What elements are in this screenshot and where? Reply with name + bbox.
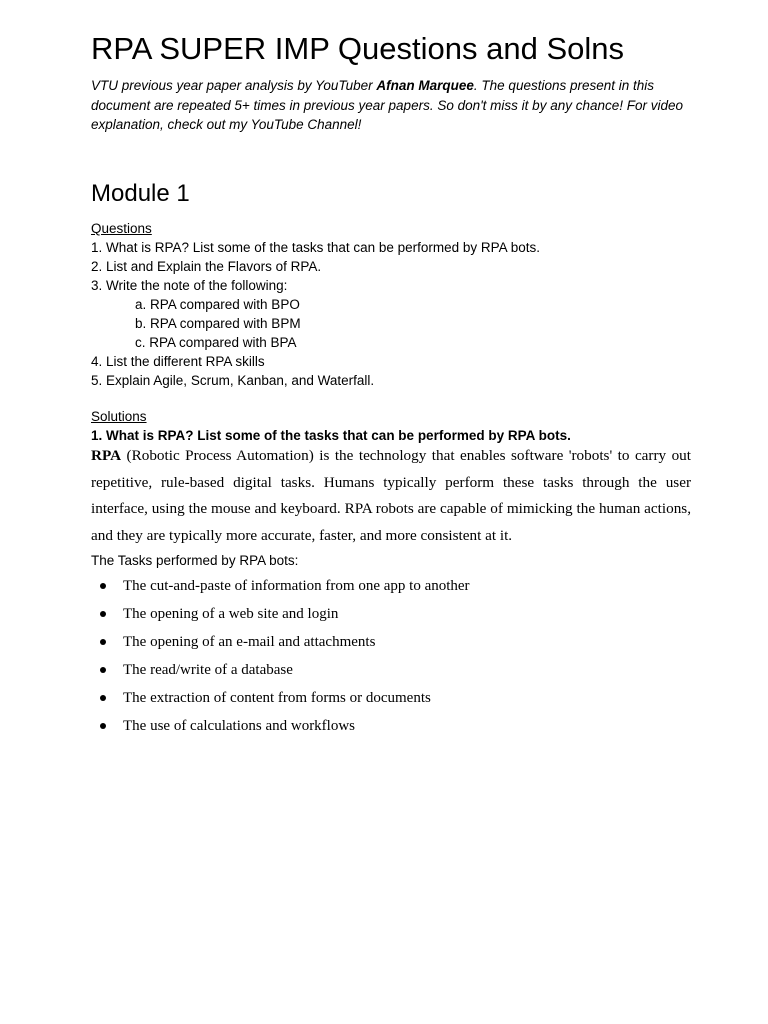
task-text: The read/write of a database	[123, 662, 293, 678]
question-1: 1. What is RPA? List some of the tasks that can be performed by RPA bots.	[91, 240, 540, 255]
answer-text: (Robotic Process Automation) is the technology that enables software 'robots' to carry out repetitive, rule-based digital tasks. Humans typically perform these tasks through the user interface, using the mouse and keyboard. RPA robots are capable of mimicking the human actions, and they are typically more accurate, faster, and more consistent at it.	[91, 447, 691, 545]
solution-question-heading: 1. What is RPA? List some of the tasks that can be performed by RPA bots.	[91, 428, 571, 443]
task-text: The use of calculations and workflows	[123, 718, 356, 734]
list-item	[91, 600, 691, 628]
bullet-icon	[100, 611, 106, 617]
answer-term: RPA	[91, 447, 122, 464]
solutions-section	[91, 407, 691, 446]
sub-question-b: b. RPA compared with BPM	[135, 316, 301, 331]
intro-text-end: . The questions present in this document are repeated 5+ times in previous year papers. So don't miss it by any chance! For video explanation, check out my YouTube Channel!	[91, 78, 684, 132]
intro-paragraph	[91, 76, 691, 135]
task-text: The cut-and-paste of information from one app to another	[123, 578, 470, 594]
bullet-icon	[100, 695, 106, 701]
bullet-icon	[100, 639, 106, 645]
bullet-icon	[100, 667, 106, 673]
sub-question-a: a. RPA compared with BPO	[135, 297, 300, 312]
tasks-intro: The Tasks performed by RPA bots:	[91, 553, 299, 568]
document-title: RPA SUPER IMP Questions and Solns	[91, 31, 624, 66]
question-4: 4. List the different RPA skills	[91, 354, 265, 369]
questions-label: Questions	[91, 221, 152, 236]
list-item	[91, 656, 691, 684]
question-3: 3. Write the note of the following:	[91, 278, 288, 293]
sub-question-c: c. RPA compared with BPA	[135, 335, 297, 350]
author-name: Afnan Marquee	[376, 78, 474, 93]
task-text: The extraction of content from forms or documents	[123, 690, 431, 706]
task-text: The opening of a web site and login	[123, 606, 339, 622]
question-5: 5. Explain Agile, Scrum, Kanban, and Waterfall.	[91, 373, 375, 388]
list-item	[91, 572, 691, 600]
task-text: The opening of an e-mail and attachments	[123, 634, 376, 650]
list-item	[91, 628, 691, 656]
answer-paragraph	[91, 443, 691, 550]
list-item	[91, 712, 691, 740]
module-heading: Module 1	[91, 180, 190, 207]
bullet-icon	[100, 583, 106, 589]
question-2: 2. List and Explain the Flavors of RPA.	[91, 259, 322, 274]
list-item	[91, 684, 691, 712]
solutions-label: Solutions	[91, 409, 147, 424]
tasks-list	[91, 572, 691, 740]
intro-text-start: VTU previous year paper analysis by YouTuber	[91, 78, 377, 93]
questions-section	[91, 219, 731, 390]
bullet-icon	[100, 723, 106, 729]
